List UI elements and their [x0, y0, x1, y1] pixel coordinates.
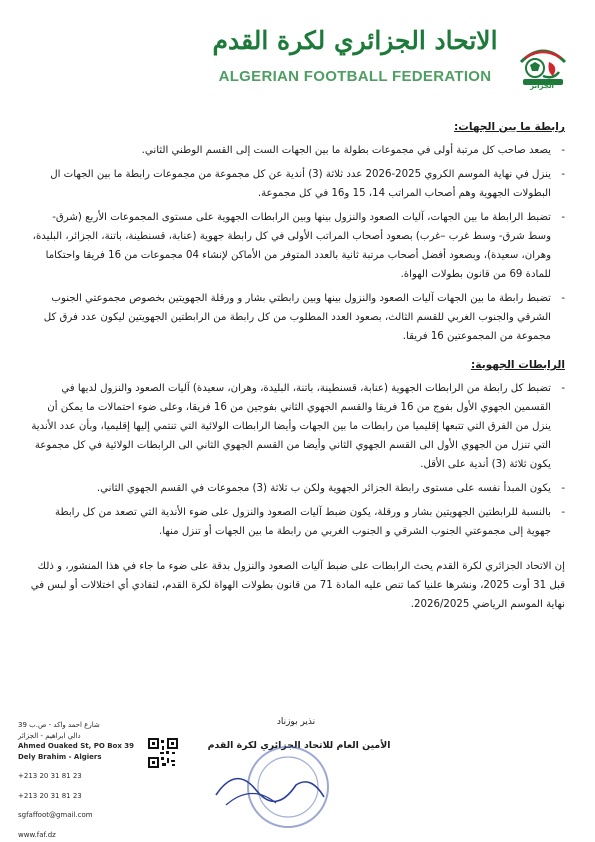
qr-code-icon [148, 738, 178, 768]
list-item: - تضبط كل رابطة من الرابطات الجهوية (عنابة، قسنطينة، باتنة، البليدة، وهران، سعيدة) آليات الصعود والنزول لديها في القسمين الجهوي الأول بفوج من 16 فريقا والقسم الجهوي الثاني بفوجين من 16 فريقا، وعلى ضوء احتمالات ما يمكن أن ينزل من الفرق التي تتبعها إقليميا من رابطات ما بين الجهات وأيضا الرابطات الولائية التي تنتمي إليها إقليميا، وبأن عدد الأندية التي تنزل من الجهوي الأول الى القسم الجهوي الثاني وأيضا من القسم الجهوي الثاني الى الرابطات الولائية في كل مجموعة يكون ثلاثة (3) أندية على الأقل. [31, 383, 565, 470]
section-title: رابطة ما بين الجهات: [454, 121, 565, 133]
address-arabic: شارع احمد واكد - ص.ب 39 [18, 721, 100, 729]
website-link[interactable]: www.faf.dz [18, 830, 56, 839]
list-item: - تضبط رابطة ما بين الجهات آليات الصعود والنزول بينها وبين رابطتي بشار و ورقلة الجهويتين بخصوص مجموعتي الجنوب الشرقي والجنوب الغربي للقسم الثالث، بصعود العدد المطلوب من كل رابطة من الرابطتين الجهويتين ليكون عدد فرق كل مجموعة من المجموعتين 16 فريقا. [43, 293, 565, 342]
letterhead [180, 26, 577, 106]
federation-name-english: ALGERIAN FOOTBALL FEDERATION [218, 68, 492, 85]
address-english: Dely Brahim - Algiers [18, 752, 102, 761]
address-arabic: دالي ابراهيم - الجزائر [18, 731, 81, 740]
section-regional [28, 356, 565, 541]
address-english: Ahmed Ouaked St, PO Box 39 [18, 742, 135, 750]
section-title: الرابطات الجهوية: [471, 359, 565, 371]
signatory-name: نذير بوزناد [276, 717, 316, 727]
list-item: - يصعد صاحب كل مرتبة أولى في مجموعات بطولة ما بين الجهات الست إلى القسم الوطني الثاني. [141, 145, 565, 156]
official-stamp-icon [196, 735, 346, 839]
contact-footer [18, 720, 136, 840]
faf-logo-icon [513, 32, 573, 102]
letter-body [28, 118, 565, 624]
section-interregional [28, 118, 565, 346]
federation-name-arabic: الاتحاد الجزائري لكرة القدم [212, 26, 498, 55]
list-item: - بالنسبة للرابطتين الجهويتين بشار و ورقلة، يكون ضبط آليات الصعود والنزول على ضوء الأندية التي تصعد من كل رابطة جهوية إلى مجموعتي الجنوب الشرقي و الجنوب الغربي من رابطة ما بين الجهات أو تنزل منها. [55, 507, 565, 537]
closing-paragraph: إن الاتحاد الجزائري لكرة القدم يحث الرابطات على ضبط آليات الصعود والنزول بدقة على ضوء ما جاء في هذا المنشور، و ذلك قبل 31 أوت 2025، ونشرها علنيا كما تنص عليه المادة 71 من قانون بطولات الهواة لكرة القدم، لتفادي أي اختلالات أو لبس في نهاية الموسم الرياضي 2026/2025. [30, 561, 565, 610]
list-item: - تضبط الرابطة ما بين الجهات، آليات الصعود والنزول بينها وبين الرابطات الجهوية على مستوى المجموعات الأربع (شرق- وسط شرق- وسط غرب –غرب) بصعود أصحاب المراتب الأولى في كل رابطة جهوية (عنابة، قسنطينة، باتنة، الجزائر، البليدة، وهران، سعيدة)، وبصعود أفضل أصحاب مرتبة ثانية بالعدد المتوفر من الأماكن لإنشاء 04 مجموعات من 16 فريقا واحتكاما للمادة 69 من قانون بطولات الهواة. [32, 212, 565, 280]
phone-number: +213 20 31 81 23 [18, 772, 82, 780]
phone-number: +213 20 31 81 23 [18, 791, 82, 800]
list-item: - ينزل في نهاية الموسم الكروي 2025-2026 عدد ثلاثة (3) أندية عن كل مجموعة من مجموعات رابطة ما بين الجهات ال البطولات الجهوية وهم أصحاب المراتب 14، 15 و16 في كل مجموعة. [50, 169, 565, 199]
signatory-title: الأمين العام للاتحاد الجزائري لكرة القدم [207, 740, 391, 751]
list-item: - يكون المبدأ نفسه على مستوى رابطة الجزائر الجهوية ولكن ب ثلاثة (3) مجموعات في القسم الجهوي الثاني. [96, 483, 565, 494]
logo-caption: الجزائر [530, 82, 554, 90]
email-link[interactable]: sgfaffoot@gmail.com [18, 811, 93, 819]
